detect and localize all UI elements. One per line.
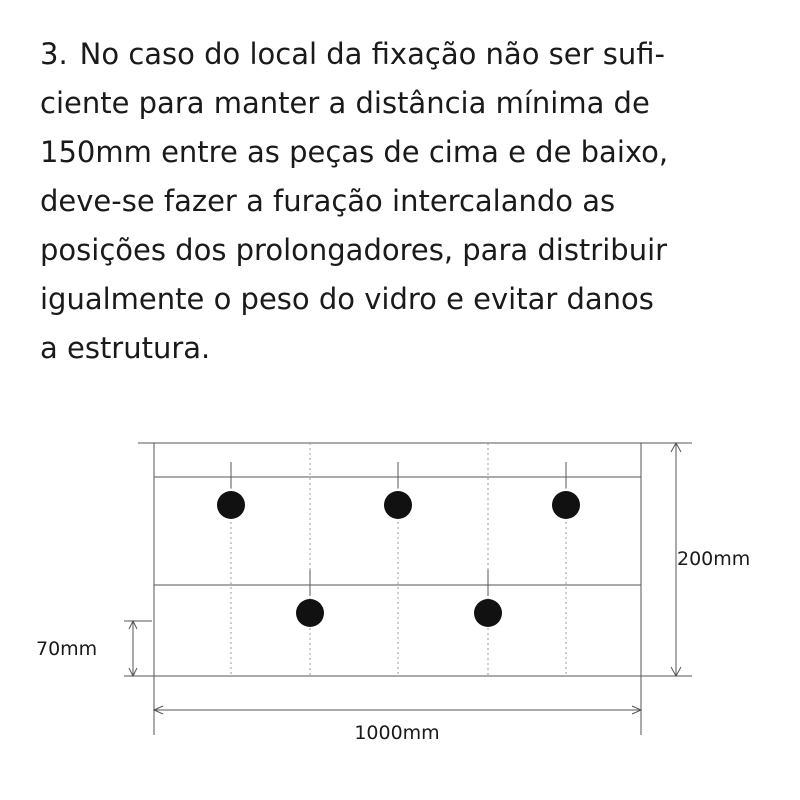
instruction-line-7: a estrutura. [40, 331, 211, 365]
instruction-line-3: 150mm entre as peças de cima e de baixo, [40, 135, 669, 169]
instruction-line-4: deve-se fazer a furação intercalando as [40, 184, 616, 218]
width-dimension [154, 676, 641, 744]
instruction-line-5: posições dos prolongadores, para distribuir [40, 233, 668, 267]
hole-bottom-2 [474, 599, 502, 627]
offset-dimension [36, 621, 154, 676]
hole-top-3 [552, 491, 580, 519]
width-label: 1000mm [354, 722, 440, 744]
height-label: 200mm [677, 548, 751, 570]
height-dimension [671, 443, 750, 676]
offset-label: 70mm [36, 638, 98, 660]
instruction-line-1: 3. No caso do local da fixação não ser sufi- [40, 30, 780, 79]
instruction-line-2: ciente para manter a distância mínima de [40, 86, 650, 120]
instruction-line-6: igualmente o peso do vidro e evitar danos [40, 282, 654, 316]
hole-top-2 [384, 491, 412, 519]
hole-top-1 [217, 491, 245, 519]
step-number: 3. [40, 37, 68, 71]
hole-bottom-1 [296, 599, 324, 627]
